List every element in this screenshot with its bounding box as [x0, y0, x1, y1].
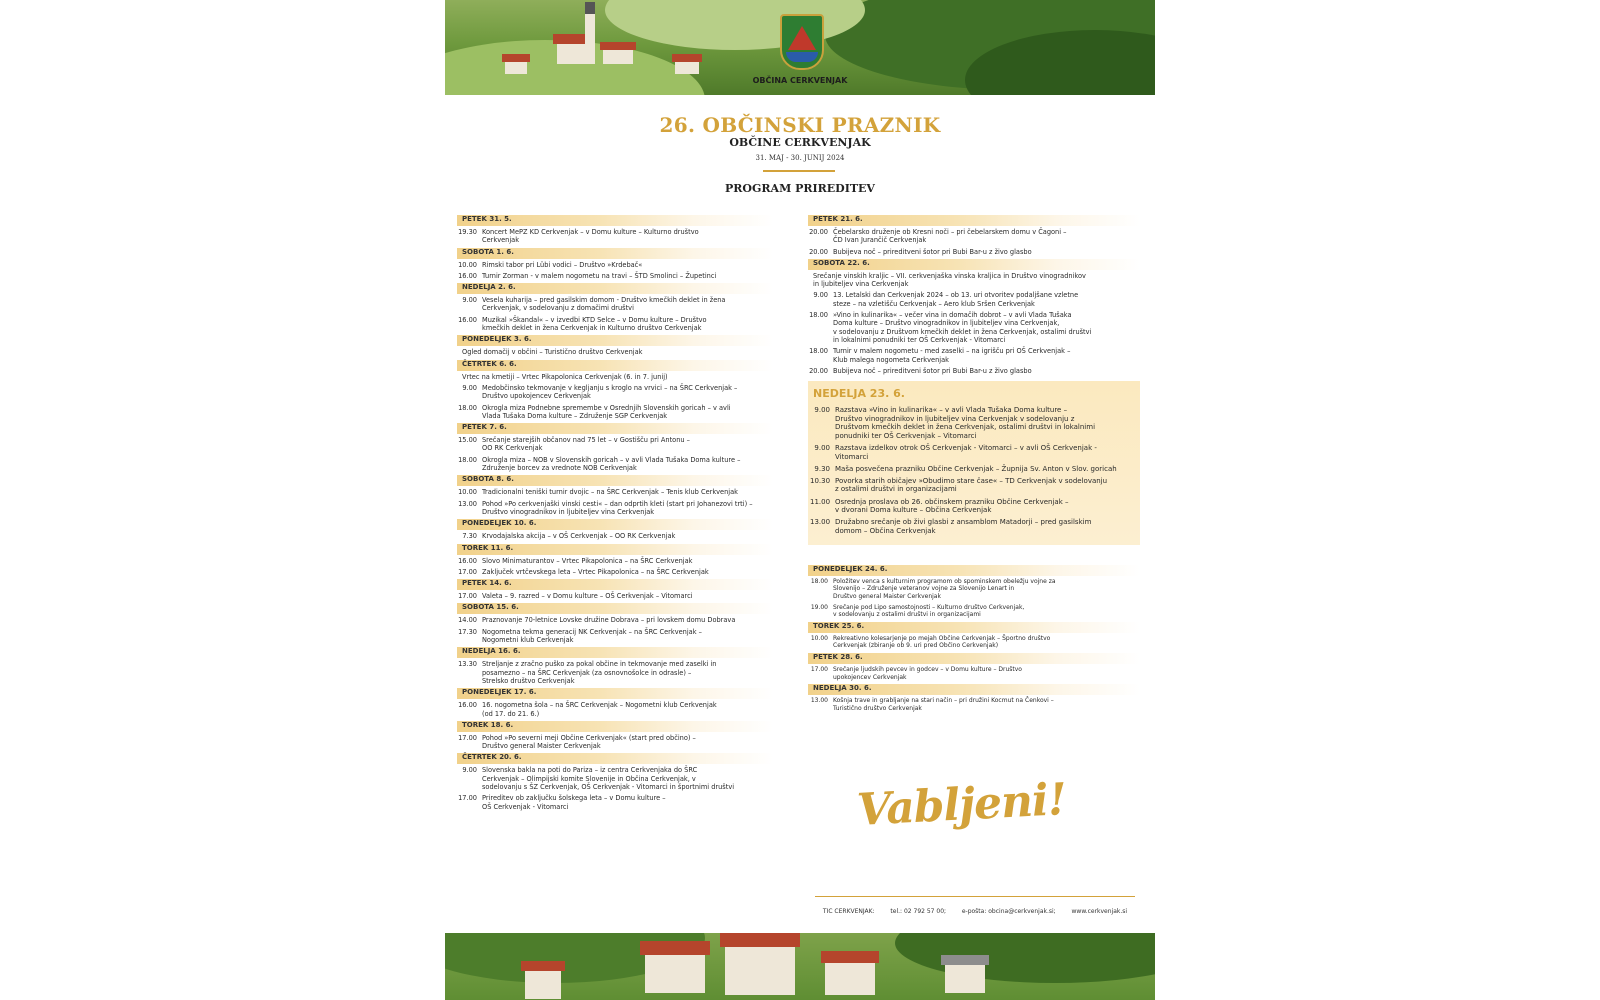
- day-block: [808, 653, 1140, 681]
- day-block: [457, 544, 773, 577]
- event-time: 14.00: [458, 616, 477, 625]
- event-row: [808, 291, 1140, 308]
- footer-phone: tel.: 02 792 57 00;: [890, 908, 947, 915]
- footer-divider: [815, 896, 1135, 897]
- right-days-list-after: [808, 565, 1140, 713]
- event-description: Vesela kuharija – pred gasilskim domom - Društvo kmečkih deklet in žena Cerkvenjak, v sodelovanju z domačimi društvi: [482, 296, 726, 313]
- event-row: [808, 697, 1140, 712]
- event-time: 10.00: [458, 260, 477, 269]
- event-time: 20.00: [809, 247, 828, 256]
- day-label: TOREK 25. 6.: [808, 622, 1140, 633]
- day-block: [457, 721, 773, 751]
- event-time: 18.00: [458, 403, 477, 412]
- day-block: [457, 647, 773, 685]
- event-time: 9.00: [814, 444, 830, 453]
- event-time: 17.00: [458, 592, 477, 601]
- program-column-left: [457, 215, 773, 814]
- day-label: SOBOTA 22. 6.: [808, 259, 1140, 270]
- day-label: SOBOTA 15. 6.: [457, 603, 773, 614]
- program-column-right: [808, 215, 1140, 715]
- event-row: [457, 261, 773, 269]
- day-block: [457, 283, 773, 332]
- event-time: 10.00: [458, 488, 477, 497]
- day-label: NEDELJA 16. 6.: [457, 647, 773, 658]
- event-row: [810, 444, 1135, 461]
- right-days-list: [808, 215, 1140, 375]
- event-description: Muzikal »Škandal« – v izvedbi KTD Selce – v Domu kulture – Društvo kmečkih deklet in žena Cerkvenjak in Kulturno društvo Cerkvenjak: [482, 315, 707, 333]
- event-row: [810, 518, 1135, 535]
- event-time: 17.00: [458, 733, 477, 742]
- event-row: [457, 296, 773, 313]
- event-row: [457, 701, 773, 718]
- event-time: 9.00: [462, 383, 477, 392]
- event-row: [457, 373, 773, 381]
- municipality-name: OBČINA CERKVENJAK: [752, 76, 848, 85]
- event-description: Srečanje starejših občanov nad 75 let – v Gostišču pri Antonu – OO RK Cerkvenjak: [482, 436, 690, 453]
- event-description: Streljanje z zračno puško za pokal občine in tekmovanje med zaselki in posamezno – na ŠRC Cerkvenjak (za osnovnošolce in odrasle) – Strelsko društvo Cerkvenjak: [482, 660, 717, 685]
- event-row: [457, 532, 773, 540]
- day-label: ČETRTEK 20. 6.: [457, 753, 773, 764]
- day-label: PETEK 7. 6.: [457, 423, 773, 434]
- contact-footer: [815, 908, 1135, 915]
- event-time: 7.30: [462, 532, 477, 541]
- event-description: Košnja trave in grabljanje na stari način – pri družini Kocmut na Čenkovi – Turistično društvo Cerkvenjak: [833, 697, 1054, 712]
- event-description: Maša posvečena prazniku Občine Cerkvenjak – Župnija Sv. Anton v Slov. goricah: [835, 464, 1117, 473]
- footer-website: www.cerkvenjak.si: [1071, 908, 1128, 915]
- poster-title: 26. OBČINSKI PRAZNIK: [659, 113, 941, 137]
- day-label: PETEK 31. 5.: [457, 215, 773, 226]
- event-description: Krvodajalska akcija – v OŠ Cerkvenjak – OO RK Cerkvenjak: [482, 532, 676, 541]
- event-row: [457, 734, 773, 751]
- event-time: 18.00: [810, 577, 828, 585]
- day-block: [457, 579, 773, 600]
- event-row: [810, 465, 1135, 474]
- event-time: 20.00: [809, 366, 828, 375]
- program-heading: PROGRAM PRIREDITEV: [725, 182, 875, 195]
- day-block: [457, 603, 773, 644]
- event-row: [810, 477, 1135, 494]
- event-description: Turnir Zorman - v malem nogometu na travi – ŠTD Smolinci – Župetinci: [482, 271, 717, 280]
- event-row: [457, 348, 773, 356]
- day-label: PETEK 21. 6.: [808, 215, 1140, 226]
- event-time: 17.30: [458, 627, 477, 636]
- event-description: Srečanje pod Lipo samostojnosti – Kulturno društvo Cerkvenjak, v sodelovanju z ostalimi društvi in organizacijami: [833, 603, 1025, 619]
- event-description: Nogometna tekma generacij NK Cerkvenjak – na ŠRC Cerkvenjak – Nogometni klub Cerkvenjak: [482, 627, 702, 645]
- event-row: [808, 604, 1140, 619]
- event-row: [457, 766, 773, 791]
- event-time: 16.00: [458, 271, 477, 280]
- event-description: Tradicionalni teniški turnir dvojic – na ŠRC Cerkvenjak – Tenis klub Cerkvenjak: [482, 488, 738, 497]
- event-time: 9.00: [462, 296, 477, 305]
- event-description: Osrednja proslava ob 26. občinskem prazniku Občine Cerkvenjak – v dvorani Doma kulture – Občina Cerkvenjak: [835, 497, 1069, 515]
- closing-invitation: Vabljeni!: [855, 774, 1068, 836]
- event-row: [808, 666, 1140, 681]
- event-description: Turnir v malem nogometu - med zaselki – na igrišču pri OŠ Cerkvenjak – Klub malega nogometa Cerkvenjak: [833, 347, 1071, 364]
- village-photo-top: [445, 0, 1155, 95]
- event-description: 16. nogometna šola – na ŠRC Cerkvenjak – Nogometni klub Cerkvenjak (od 17. do 21. 6.): [482, 701, 717, 718]
- event-time: 19.00: [810, 603, 828, 611]
- event-description: Srečanje vinskih kraljic – VII. cerkvenjaška vinska kraljica in Društvo vinogradnikov in ljubiteljev vina Cerkvenjak: [813, 271, 1086, 289]
- event-time: 17.00: [458, 567, 477, 576]
- event-description: Razstava »Vino in kulinarika« – v avli Vlada Tušaka Doma kulture – Društvo vinogradnikov in ljubiteljev vina Cerkvenjak v sodelovanju z Društvom kmečkih deklet in žena Cerkvenjak, ostalimi društvi in lokalnimi ponudniki ter OŠ Cerkvenjak – Vitomarci: [835, 406, 1096, 440]
- highlight-day-label: NEDELJA 23. 6.: [813, 387, 905, 401]
- event-row: [808, 311, 1140, 344]
- event-description: Praznovanje 70-letnice Lovske družine Dobrava – pri lovskem domu Dobrava: [482, 616, 736, 625]
- event-row: [457, 384, 773, 401]
- day-label: PONEDELJEK 17. 6.: [457, 688, 773, 699]
- day-block: [457, 475, 773, 516]
- event-time: 17.00: [810, 666, 828, 674]
- day-label: SOBOTA 1. 6.: [457, 248, 773, 259]
- event-time: 13.00: [810, 697, 828, 705]
- day-block: [808, 215, 1140, 256]
- day-block: [808, 565, 1140, 619]
- day-block: [808, 622, 1140, 650]
- event-time: 18.00: [809, 347, 828, 356]
- event-description: Okrogla miza – NOB v Slovenskih goricah – v avli Vlada Tušaka Doma kulture – Združenje borcev za vrednote NOB Cerkvenjak: [482, 455, 741, 473]
- date-range: 31. MAJ - 30. JUNIJ 2024: [755, 154, 845, 162]
- day-label: PETEK 28. 6.: [808, 653, 1140, 664]
- day-block: [808, 259, 1140, 375]
- event-row: [457, 228, 773, 245]
- day-block: [457, 688, 773, 718]
- event-row: [808, 347, 1140, 364]
- event-time: 9.30: [814, 464, 830, 473]
- event-time: 20.00: [809, 228, 828, 236]
- day-block: [457, 360, 773, 420]
- event-description: Rimski tabor pri Lübi vodici – Društvo »Krdebač«: [482, 260, 643, 269]
- event-row: [810, 498, 1135, 515]
- event-description: Čebelarsko druženje ob Kresni noči – pri čebelarskem domu v Čagoni – ČD Ivan Jurančič Cerkvenjak: [833, 228, 1067, 245]
- event-row: [810, 406, 1135, 440]
- event-time: 13.00: [810, 518, 831, 527]
- event-row: [808, 228, 1140, 245]
- event-row: [457, 500, 773, 517]
- event-row: [457, 592, 773, 600]
- footer-tic: TIC CERKVENJAK:: [822, 908, 875, 915]
- event-time: 19.30: [458, 228, 477, 236]
- day-label: SOBOTA 8. 6.: [457, 475, 773, 486]
- event-row: [457, 404, 773, 421]
- event-description: Družabno srečanje ob živi glasbi z ansamblom Matadorji – pred gasilskim domom – Občina Cerkvenjak: [835, 518, 1092, 535]
- event-time: 9.00: [814, 406, 830, 415]
- day-block: [457, 519, 773, 540]
- village-photo-bottom: [445, 933, 1155, 1000]
- event-row: [457, 794, 773, 811]
- event-time: 16.00: [458, 315, 477, 324]
- day-block: [457, 248, 773, 281]
- event-row: [457, 456, 773, 473]
- event-time: 9.00: [813, 291, 828, 300]
- day-label: PETEK 14. 6.: [457, 579, 773, 590]
- day-label: PONEDELJEK 10. 6.: [457, 519, 773, 530]
- event-description: Slovenska bakla na poti do Pariza – iz centra Cerkvenjaka do ŠRC Cerkvenjak – Olimpijski komite Slovenije in Občina Cerkvenjak, v sodelovanju s ŠZ Cerkvenjak, OŠ Cerkvenjak - Vitomarci in športnimi društvi: [482, 766, 735, 791]
- event-time: 18.00: [458, 455, 477, 464]
- event-description: Koncert MePZ KD Cerkvenjak – v Domu kulture – Kulturno društvo Cerkvenjak: [482, 228, 699, 245]
- event-time: 13.00: [458, 499, 477, 508]
- day-label: NEDELJA 30. 6.: [808, 684, 1140, 695]
- event-time: 11.00: [810, 497, 831, 506]
- day-block: [457, 215, 773, 245]
- event-time: 17.00: [458, 794, 477, 803]
- event-description: Pohod »Po cerkvenjaški vinski cesti« – dan odprtih kleti (start pri Johanezovi trti) – Društvo vinogradnikov in ljubiteljev vina Cerkvenjak: [482, 499, 753, 516]
- highlight-day-events: [810, 406, 1135, 535]
- event-time: 16.00: [458, 701, 477, 710]
- footer-email: e-pošta: obcina@cerkvenjak.si;: [961, 908, 1056, 915]
- event-row: [808, 367, 1140, 375]
- event-row: [457, 436, 773, 453]
- event-description: Položitev venca s kulturnim programom ob spominskem obeležju vojne za Slovenijo – Združenje veteranov vojne za Slovenijo Lenart in Društvo general Maister Cerkvenjak: [833, 577, 1056, 601]
- event-description: Slovo Minimaturantov – Vrtec Pikapolonica – na ŠRC Cerkvenjak: [482, 556, 693, 565]
- day-label: PONEDELJEK 3. 6.: [457, 335, 773, 346]
- event-time: 13.30: [458, 660, 477, 669]
- event-description: Bubijeva noč – prireditveni šotor pri Bubi Bar-u z živo glasbo: [833, 366, 1032, 375]
- day-block: [457, 753, 773, 810]
- event-description: Bubijeva noč – prireditveni šotor pri Bubi Bar-u z živo glasbo: [833, 247, 1032, 256]
- event-row: [808, 248, 1140, 256]
- event-time: 10.30: [810, 476, 831, 485]
- event-row: [457, 616, 773, 624]
- event-row: [457, 272, 773, 280]
- event-description: Razstava izdelkov otrok OŠ Cerkvenjak - Vitomarci – v avli OŠ Cerkvenjak - Vitomarci: [835, 444, 1097, 461]
- event-row: [457, 557, 773, 565]
- event-description: »Vino in kulinarika« – večer vina in domačih dobrot – v avli Vlada Tušaka Doma kulture – Društvo vinogradnikov in ljubiteljev vina Cerkvenjak, v sodelovanju z Društvom kmečkih deklet in žena Cerkvenjak, ostalimi društvi in lokalnimi ponudniki ter OŠ Cerkvenjak - Vitomarci: [833, 311, 1092, 344]
- event-description: Vrtec na kmetiji – Vrtec Pikapolonica Cerkvenjak (6. in 7. junij): [462, 372, 668, 381]
- day-label: PONEDELJEK 24. 6.: [808, 565, 1140, 576]
- event-row: [457, 488, 773, 496]
- event-description: 13. Letalski dan Cerkvenjak 2024 – ob 13. uri otvoritev podaljšane vzletne steze – na vzletišču Cerkvenjak – Aero klub Sršen Cerkvenjak: [833, 291, 1079, 308]
- event-description: Srečanje ljudskih pevcev in godcev – v Domu kulture – Društvo upokojencev Cerkvenjak: [833, 666, 1022, 681]
- day-block: [808, 684, 1140, 712]
- event-description: Povorka starih običajev »Obudimo stare čase« – TD Cerkvenjak v sodelovanju z ostalimi društvi in organizacijami: [835, 476, 1108, 494]
- event-description: Zaključek vrtčevskega leta – Vrtec Pikapolonica – na ŠRC Cerkvenjak: [482, 567, 709, 576]
- event-description: Prireditev ob zaključku šolskega leta – v Domu kulture – OŠ Cerkvenjak - Vitomarci: [482, 794, 666, 811]
- event-time: 10.00: [810, 634, 828, 642]
- title-divider: [763, 170, 835, 172]
- event-row: [457, 628, 773, 645]
- event-description: Okrogla miza Podnebne spremembe v Osrednjih Slovenskih goricah – v avli Vlada Tušaka Doma kulture – Združenje SGP Cerkvenjak: [482, 403, 731, 420]
- event-description: Ogled domačij v občini – Turistično društvo Cerkvenjak: [462, 348, 643, 357]
- event-time: 9.00: [462, 766, 477, 775]
- event-row: [457, 568, 773, 576]
- municipality-crest: [780, 14, 824, 70]
- event-time: 15.00: [458, 436, 477, 445]
- day-label: TOREK 18. 6.: [457, 721, 773, 732]
- highlight-day-box: [808, 381, 1140, 545]
- event-description: Medobčinsko tekmovanje v kegljanju s kroglo na vrvici – na ŠRC Cerkvenjak – Društvo upokojencev Cerkvenjak: [482, 383, 738, 401]
- day-block: [457, 423, 773, 472]
- event-description: Rekreativno kolesarjenje po mejah Občine Cerkvenjak – Športno društvo Cerkvenjak (zbiranje ob 9. uri pred Občino Cerkvenjak): [833, 634, 1051, 650]
- event-row: [457, 660, 773, 685]
- event-time: 16.00: [458, 556, 477, 565]
- event-description: Valeta – 9. razred – v Domu kulture – OŠ Cerkvenjak – Vitomarci: [482, 592, 693, 601]
- day-label: ČETRTEK 6. 6.: [457, 360, 773, 371]
- event-description: Pohod »Po severni meji Občine Cerkvenjak« (start pred občino) – Društvo general Maister Cerkvenjak: [482, 733, 696, 751]
- event-row: [808, 578, 1140, 601]
- day-block: [457, 335, 773, 356]
- event-poster: [445, 0, 1155, 1000]
- event-row: [457, 316, 773, 333]
- event-row: [808, 272, 1140, 289]
- event-time: 18.00: [809, 311, 828, 320]
- day-label: NEDELJA 2. 6.: [457, 283, 773, 294]
- poster-subtitle: OBČINE CERKVENJAK: [729, 136, 871, 149]
- event-row: [808, 635, 1140, 650]
- day-label: TOREK 11. 6.: [457, 544, 773, 555]
